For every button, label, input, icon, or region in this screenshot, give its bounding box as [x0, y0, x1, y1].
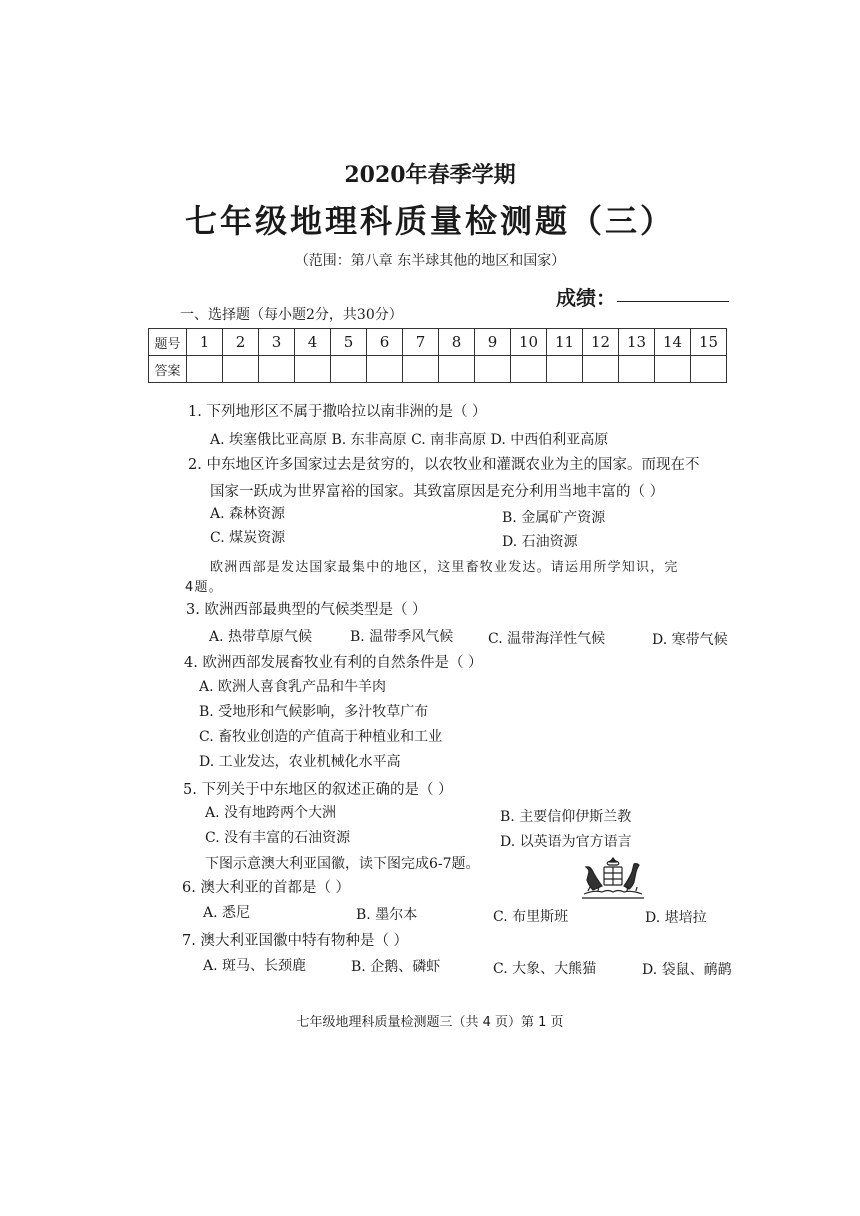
answer-cell[interactable] — [655, 356, 691, 383]
question-3-option-a: A. 热带草原气候 — [209, 629, 313, 645]
question-5-option-c: C. 没有丰富的石油资源 — [205, 830, 351, 846]
question-6-stem: 6. 澳大利亚的首都是（ ） — [182, 880, 351, 896]
question-7-option-c: C. 大象、大熊猫 — [493, 961, 597, 977]
term-heading: 2020年春季学期 — [344, 162, 516, 188]
question-4-stem: 4. 欧洲西部发展畜牧业有利的自然条件是（ ） — [184, 655, 483, 671]
answer-cell[interactable] — [331, 356, 367, 383]
passage-australia: 下图示意澳大利亚国徽，读下图完成6-7题。 — [205, 856, 480, 872]
answer-cell[interactable] — [475, 356, 511, 383]
passage-europe-line2: 4题。 — [185, 580, 223, 595]
exam-range: （范围：第八章 东半球其他的地区和国家） — [294, 253, 566, 269]
answer-cell[interactable] — [223, 356, 259, 383]
answer-table-number-row — [149, 329, 727, 356]
question-2-option-d: D. 石油资源 — [502, 534, 578, 550]
question-number-cell: 8 — [439, 329, 475, 356]
question-number-cell: 2 — [223, 329, 259, 356]
answer-cell[interactable] — [367, 356, 403, 383]
answer-cell[interactable] — [295, 356, 331, 383]
question-number-cell: 4 — [295, 329, 331, 356]
answer-table — [148, 328, 727, 383]
answer-cell[interactable] — [583, 356, 619, 383]
question-number-cell: 1 — [187, 329, 223, 356]
question-5-stem: 5. 下列关于中东地区的叙述正确的是（ ） — [183, 782, 453, 798]
question-7-option-a: A. 斑马、长颈鹿 — [203, 958, 307, 974]
page-footer: 七年级地理科质量检测题三（共 4 页）第 1 页 — [296, 1015, 564, 1030]
question-number-cell: 9 — [475, 329, 511, 356]
australia-coat-of-arms-icon — [578, 856, 648, 900]
question-6-option-a: A. 悉尼 — [203, 905, 251, 921]
question-2-option-c: C. 煤炭资源 — [210, 530, 286, 546]
answer-cell[interactable] — [403, 356, 439, 383]
question-number-cell: 12 — [583, 329, 619, 356]
question-4-option-b: B. 受地形和气候影响，多汁牧草广布 — [199, 704, 429, 720]
question-number-cell: 10 — [511, 329, 547, 356]
question-4-option-a: A. 欧洲人喜食乳产品和牛羊肉 — [199, 679, 387, 695]
question-1-options: A. 埃塞俄比亚高原 B. 东非高原 C. 南非高原 D. 中西伯利亚高原 — [210, 432, 609, 448]
question-1-stem: 1. 下列地形区不属于撒哈拉以南非洲的是（ ） — [188, 404, 487, 420]
question-number-cell: 14 — [655, 329, 691, 356]
answer-cell[interactable] — [187, 356, 223, 383]
answer-cell[interactable] — [439, 356, 475, 383]
question-3-stem: 3. 欧洲西部最典型的气候类型是（ ） — [186, 602, 427, 618]
question-2-stem-line2: 国家一跃成为世界富裕的国家。其致富原因是充分利用当地丰富的（ ） — [210, 484, 665, 500]
answer-cell[interactable] — [547, 356, 583, 383]
exam-title: 七年级地理科质量检测题（三） — [184, 202, 675, 240]
question-3-option-b: B. 温带季风气候 — [350, 629, 454, 645]
question-number-cell: 15 — [691, 329, 727, 356]
question-2-stem-line1: 2. 中东地区许多国家过去是贫穷的，以农牧业和灌溉农业为主的国家。而现在不 — [188, 457, 700, 473]
answer-cell[interactable] — [691, 356, 727, 383]
answer-table-answer-row — [149, 356, 727, 383]
row-label-number: 题号 — [149, 329, 187, 356]
question-number-cell: 6 — [367, 329, 403, 356]
passage-europe-line1: 欧洲西部是发达国家最集中的地区，这里畜牧业发达。请运用所学知识，完 — [210, 560, 679, 575]
question-4-option-d: D. 工业发达，农业机械化水平高 — [199, 754, 401, 770]
answer-cell[interactable] — [511, 356, 547, 383]
score-label: 成绩： — [556, 286, 616, 310]
row-label-answer: 答案 — [149, 356, 187, 383]
question-7-option-b: B. 企鹅、磷虾 — [351, 959, 441, 975]
question-number-cell: 11 — [547, 329, 583, 356]
question-2-option-a: A. 森林资源 — [210, 506, 286, 522]
answer-cell[interactable] — [259, 356, 295, 383]
question-4-option-c: C. 畜牧业创造的产值高于种植业和工业 — [199, 729, 443, 745]
question-7-stem: 7. 澳大利亚国徽中特有物种是（ ） — [182, 933, 409, 949]
question-number-cell: 7 — [403, 329, 439, 356]
answer-cell[interactable] — [619, 356, 655, 383]
question-7-option-d: D. 袋鼠、鸸鹋 — [642, 962, 732, 978]
question-6-option-c: C. 布里斯班 — [493, 909, 569, 925]
question-3-option-d: D. 寒带气候 — [652, 632, 728, 648]
question-6-option-d: D. 堪培拉 — [645, 910, 707, 926]
question-5-option-d: D. 以英语为官方语言 — [500, 834, 632, 850]
question-3-option-c: C. 温带海洋性气候 — [488, 631, 606, 647]
question-number-cell: 13 — [619, 329, 655, 356]
section-title: 一、选择题（每小题2分，共30分） — [180, 307, 403, 323]
question-5-option-a: A. 没有地跨两个大洲 — [205, 805, 337, 821]
score-blank-line — [617, 301, 729, 302]
question-2-option-b: B. 金属矿产资源 — [502, 510, 606, 526]
question-number-cell: 5 — [331, 329, 367, 356]
question-6-option-b: B. 墨尔本 — [356, 907, 418, 923]
question-5-option-b: B. 主要信仰伊斯兰教 — [500, 809, 632, 825]
question-number-cell: 3 — [259, 329, 295, 356]
